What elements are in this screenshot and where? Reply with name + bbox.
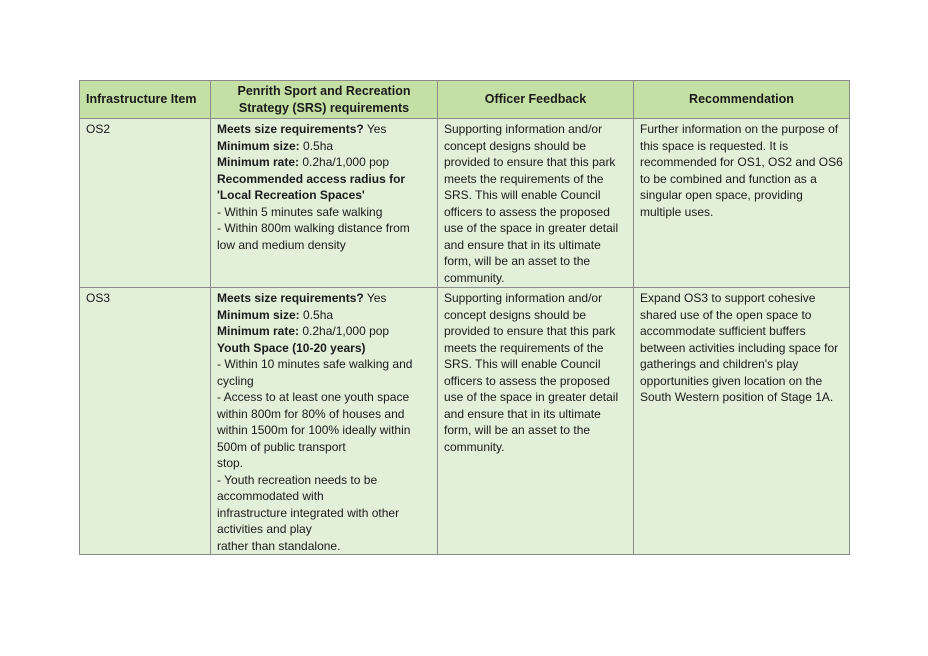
srs-line: - Youth recreation needs to be: [217, 472, 378, 487]
table-header-row: [80, 81, 850, 119]
item-cell: OS3: [80, 288, 211, 555]
meets-size-label: Meets size requirements?: [217, 291, 364, 305]
infrastructure-table: [79, 80, 850, 555]
min-size-label: Minimum size:: [217, 307, 300, 322]
feedback-cell: Supporting information and/or concept designs should be provided to ensure that this park meets the requirements of the SRS. This will enable Council officers to assess the proposed use of the space in greater detail and ensure that in its ultimate form, will be an asset to the community.: [438, 288, 634, 555]
recommendation-cell: Expand OS3 to support cohesive shared use of the open space to accommodate sufficient buffers between activities including space for gatherings and children's play opportunities given location on the South Western position of Stage 1A.: [634, 288, 850, 555]
recommendation-cell: Further information on the purpose of this space is requested. It is recommended for OS1, OS2 and OS6 to be combined and function as a singular open space, providing multiple uses.: [634, 119, 850, 288]
srs-line: low and medium density: [217, 237, 346, 252]
srs-line: - Access to at least one youth space: [217, 390, 410, 404]
min-size-label: Minimum size:: [217, 138, 300, 153]
youth-heading: [217, 340, 431, 357]
min-size-value: 0.5ha: [303, 138, 334, 153]
srs-line: - Within 5 minutes safe walking: [217, 204, 383, 219]
min-rate-label: Minimum rate:: [217, 155, 300, 169]
srs-line: infrastructure integrated with other: [217, 505, 400, 520]
min-rate-line: [217, 154, 431, 171]
feedback-cell: Supporting information and/or concept designs should be provided to ensure that this park meets the requirements of the SRS. This will enable Council officers to assess the proposed use of the space in greater detail and ensure that in its ultimate form, will be an asset to the community.: [438, 119, 634, 288]
meets-size-line: [217, 290, 431, 307]
min-rate-line: [217, 323, 431, 340]
srs-line: rather than standalone.: [217, 538, 341, 553]
item-cell: OS2: [80, 119, 211, 288]
access-heading: [217, 171, 431, 188]
header-infrastructure-item: Infrastructure Item: [80, 81, 211, 119]
header-srs-requirements: Penrith Sport and Recreation Strategy (SRS) requirements: [211, 81, 438, 119]
table-row: [80, 288, 850, 555]
srs-line: within 800m for 80% of houses and: [217, 406, 405, 421]
min-size-line: [217, 138, 431, 155]
access-heading-line-1: Recommended access radius for: [217, 171, 406, 186]
meets-size-line: [217, 121, 431, 138]
min-rate-value: 0.2ha/1,000 pop: [302, 324, 390, 338]
min-size-value: 0.5ha: [303, 307, 334, 322]
srs-line: accommodated with: [217, 489, 324, 503]
min-rate-value: 0.2ha/1,000 pop: [302, 155, 390, 169]
meets-size-label: Meets size requirements?: [217, 122, 364, 136]
meets-size-value: Yes: [366, 122, 387, 136]
srs-line: activities and play: [217, 522, 312, 536]
srs-line: stop.: [217, 456, 244, 470]
srs-line: cycling: [217, 373, 254, 388]
header-recommendation: Recommendation: [634, 81, 850, 119]
access-heading-2: [217, 187, 431, 204]
header-officer-feedback: Officer Feedback: [438, 81, 634, 119]
srs-line: 500m of public transport: [217, 439, 346, 454]
srs-line: within 1500m for 100% ideally within: [217, 423, 411, 437]
table-row: [80, 119, 850, 288]
youth-heading-text: Youth Space (10-20 years): [217, 340, 366, 355]
srs-line: - Within 800m walking distance from: [217, 221, 410, 235]
srs-cell: [211, 288, 438, 555]
srs-line: - Within 10 minutes safe walking and: [217, 357, 413, 371]
min-rate-label: Minimum rate:: [217, 324, 300, 338]
access-heading-line-2: 'Local Recreation Spaces': [217, 188, 365, 202]
meets-size-value: Yes: [366, 291, 387, 305]
srs-cell: [211, 119, 438, 288]
min-size-line: [217, 307, 431, 324]
